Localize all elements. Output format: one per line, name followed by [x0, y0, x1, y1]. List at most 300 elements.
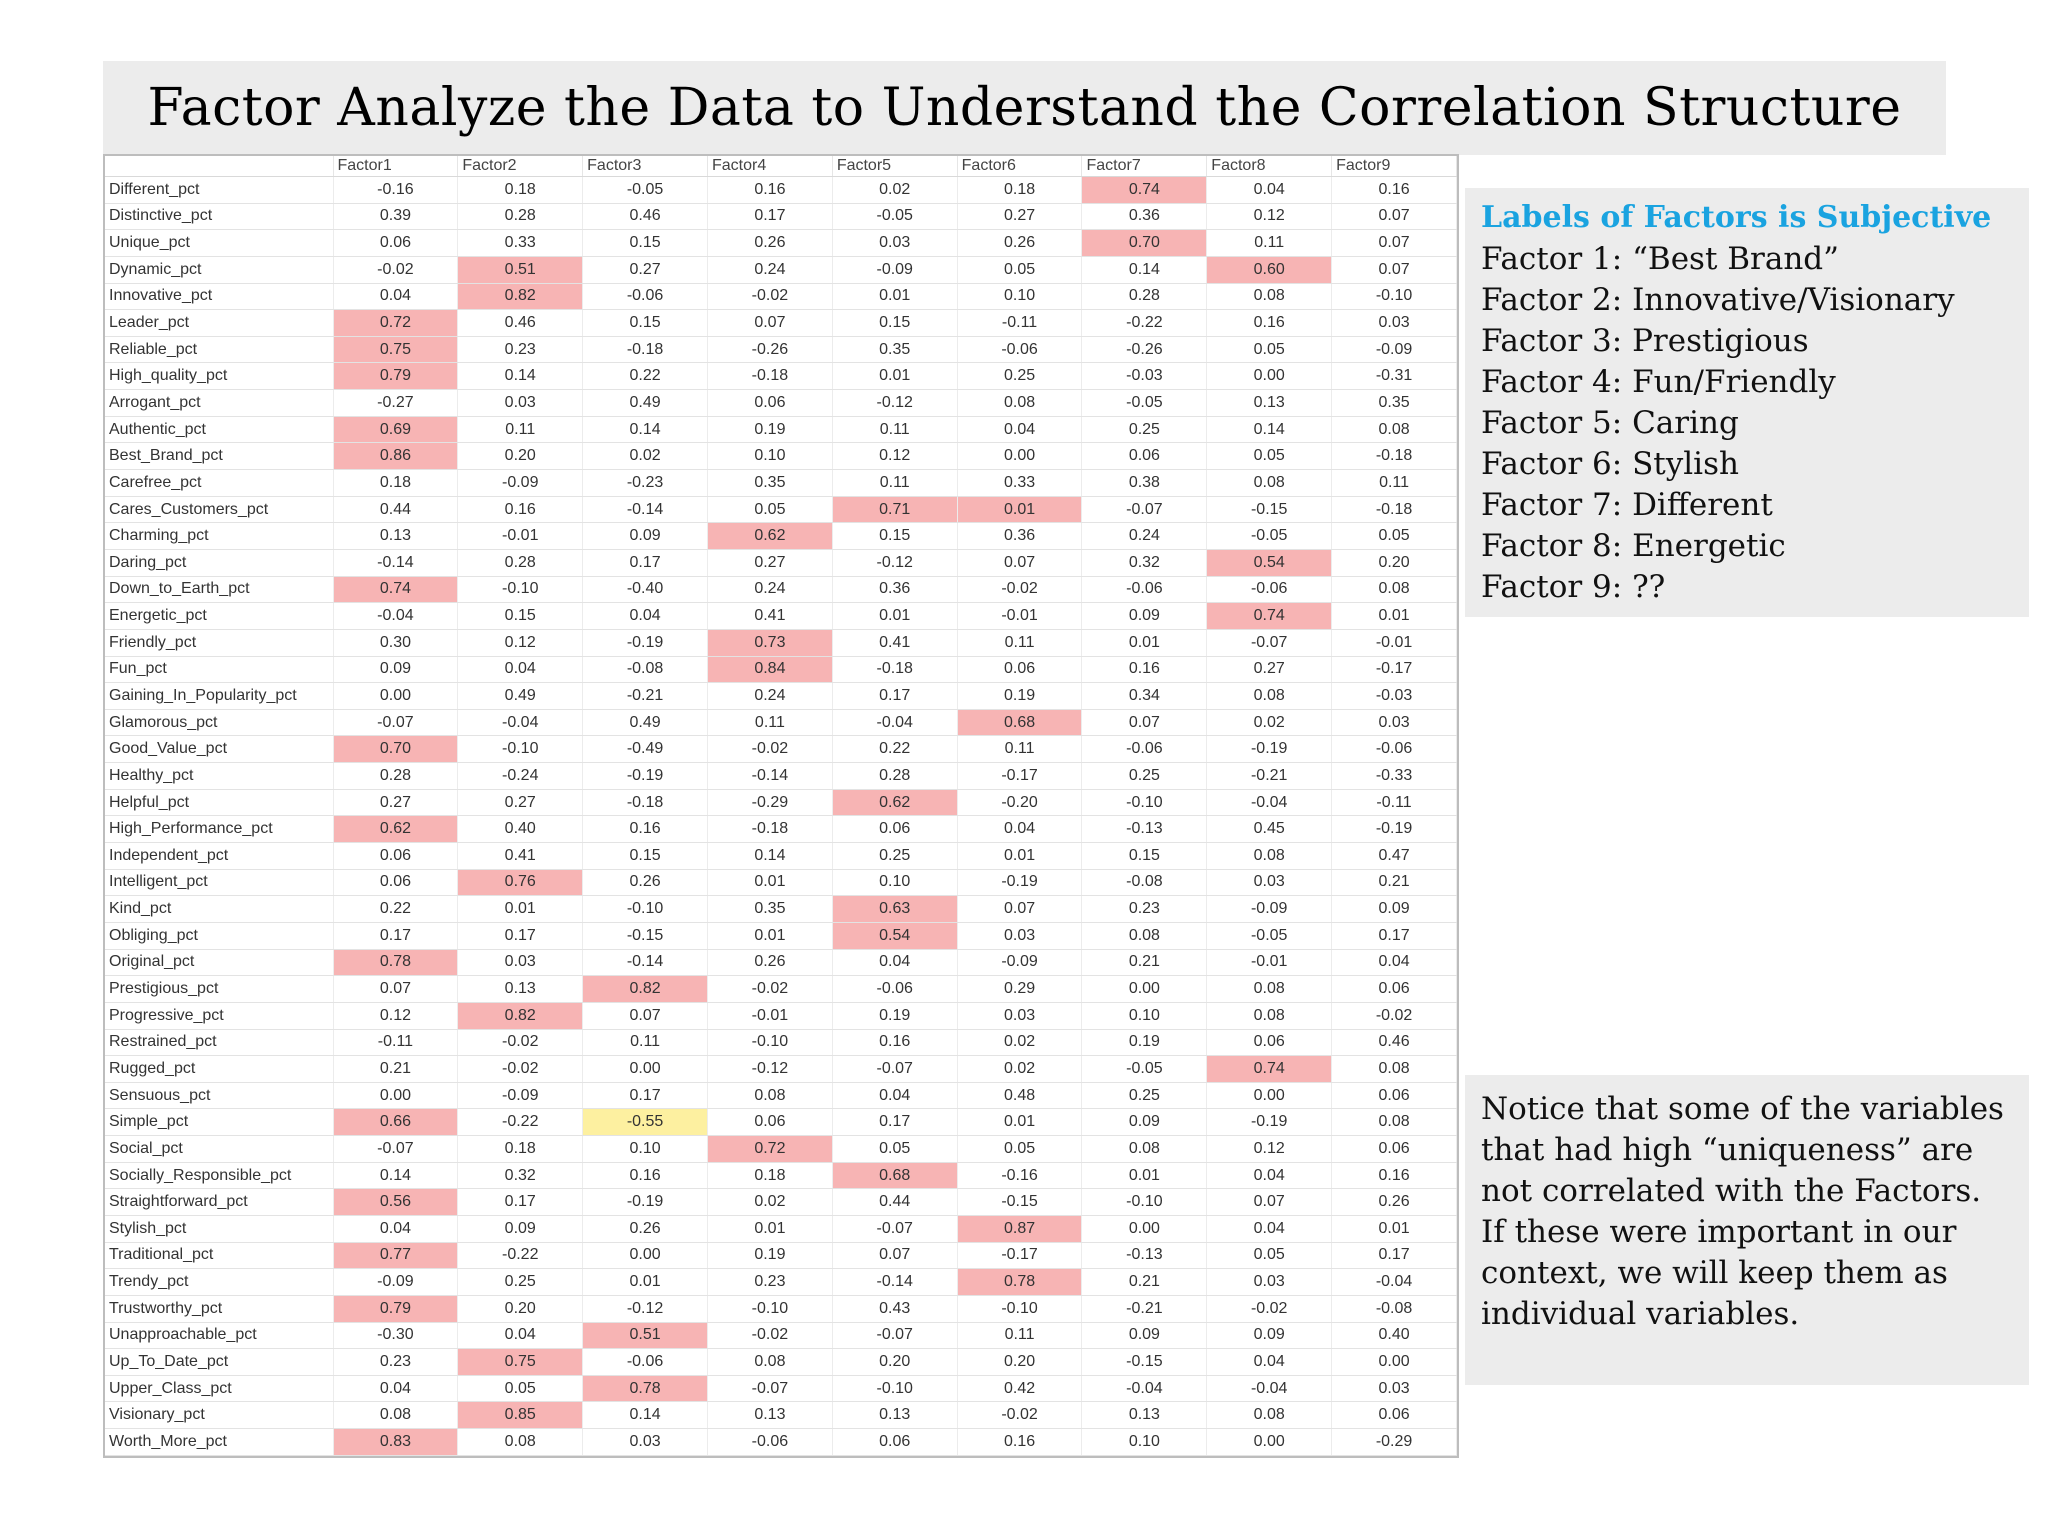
factor-label-line: Factor 1: “Best Brand”	[1481, 241, 1839, 277]
loading-cell: -0.18	[583, 336, 708, 363]
loading-cell: 0.08	[707, 1082, 832, 1109]
table-row	[105, 1429, 1457, 1456]
loading-cell: 0.02	[832, 177, 957, 204]
loading-cell: 0.32	[1082, 549, 1207, 576]
loading-cell: 0.05	[832, 1136, 957, 1163]
loading-cell: 0.01	[707, 1215, 832, 1242]
loading-cell: 0.24	[707, 683, 832, 710]
loading-cell: -0.05	[1082, 1056, 1207, 1083]
loading-cell: 0.62	[832, 789, 957, 816]
loading-cell: 0.21	[1082, 949, 1207, 976]
loading-cell: -0.21	[1082, 1295, 1207, 1322]
loading-cell: 0.79	[333, 1295, 458, 1322]
variable-name-cell: High_quality_pct	[105, 363, 333, 390]
loading-cell: 0.16	[583, 1162, 708, 1189]
loading-cell: 0.00	[957, 443, 1082, 470]
loading-cell: -0.29	[1332, 1429, 1457, 1456]
loading-cell: -0.18	[583, 789, 708, 816]
loading-cell: 0.24	[707, 256, 832, 283]
table-row	[105, 896, 1457, 923]
loading-cell: 0.16	[707, 177, 832, 204]
loading-cell: 0.42	[957, 1375, 1082, 1402]
loading-cell: 0.10	[707, 443, 832, 470]
loading-cell: -0.18	[707, 363, 832, 390]
loading-cell: 0.04	[458, 656, 583, 683]
variable-name-cell: Visionary_pct	[105, 1402, 333, 1429]
loading-cell: -0.10	[458, 576, 583, 603]
loading-cell: -0.05	[583, 177, 708, 204]
loading-cell: -0.07	[832, 1322, 957, 1349]
variable-name-cell: Innovative_pct	[105, 283, 333, 310]
loading-cell: -0.02	[957, 576, 1082, 603]
loading-cell: -0.09	[458, 1082, 583, 1109]
loading-cell: 0.09	[1207, 1322, 1332, 1349]
loading-cell: 0.03	[1332, 709, 1457, 736]
loading-cell: 0.21	[1082, 1269, 1207, 1296]
loading-cell: -0.06	[583, 1349, 708, 1376]
loading-cell: 0.27	[458, 789, 583, 816]
loading-cell: 0.84	[707, 656, 832, 683]
loading-cell: 0.09	[1082, 1109, 1207, 1136]
variable-name-cell: Up_To_Date_pct	[105, 1349, 333, 1376]
loading-cell: 0.27	[1207, 656, 1332, 683]
column-header-factor: Factor2	[458, 156, 583, 177]
loading-cell: 0.02	[957, 1056, 1082, 1083]
loading-cell: 0.74	[1082, 177, 1207, 204]
column-header-factor: Factor9	[1332, 156, 1457, 177]
loading-cell: 0.11	[1207, 230, 1332, 257]
loading-cell: -0.10	[707, 1029, 832, 1056]
loading-cell: 0.45	[1207, 816, 1332, 843]
loading-cell: 0.00	[1332, 1349, 1457, 1376]
loading-cell: -0.06	[1332, 736, 1457, 763]
table-row	[105, 976, 1457, 1003]
table-row	[105, 523, 1457, 550]
loading-cell: -0.19	[583, 763, 708, 790]
loading-cell: -0.14	[832, 1269, 957, 1296]
loading-cell: 0.54	[1207, 549, 1332, 576]
table-row	[105, 763, 1457, 790]
variable-name-cell: Restrained_pct	[105, 1029, 333, 1056]
loading-cell: 0.74	[1207, 1056, 1332, 1083]
loading-cell: 0.40	[1332, 1322, 1457, 1349]
factor-label-line: Factor 9: ??	[1481, 569, 1666, 605]
loading-cell: -0.08	[1332, 1295, 1457, 1322]
variable-name-cell: Independent_pct	[105, 843, 333, 870]
loading-cell: 0.01	[957, 496, 1082, 523]
loading-cell: -0.40	[583, 576, 708, 603]
variable-name-cell: Simple_pct	[105, 1109, 333, 1136]
loading-cell: 0.70	[1082, 230, 1207, 257]
loading-cell: 0.18	[707, 1162, 832, 1189]
variable-name-cell: Social_pct	[105, 1136, 333, 1163]
loading-cell: 0.82	[458, 283, 583, 310]
loading-cell: 0.36	[1082, 203, 1207, 230]
loading-cell: 0.86	[333, 443, 458, 470]
loading-cell: 0.08	[1082, 1136, 1207, 1163]
loading-cell: -0.06	[1082, 576, 1207, 603]
loading-cell: -0.05	[1082, 390, 1207, 417]
loading-cell: -0.12	[832, 549, 957, 576]
factor-label-line: Factor 4: Fun/Friendly	[1481, 364, 1836, 400]
loading-cell: 0.83	[333, 1429, 458, 1456]
loading-cell: -0.10	[583, 896, 708, 923]
loading-cell: 0.06	[957, 656, 1082, 683]
loading-cell: 0.20	[458, 443, 583, 470]
loading-cell: 0.09	[1082, 1322, 1207, 1349]
loading-cell: 0.06	[707, 1109, 832, 1136]
loading-cell: -0.11	[957, 310, 1082, 337]
loading-cell: -0.06	[832, 976, 957, 1003]
loading-cell: 0.08	[1332, 576, 1457, 603]
loading-cell: 0.41	[832, 629, 957, 656]
loading-cell: -0.19	[1207, 736, 1332, 763]
loading-cell: 0.19	[707, 1242, 832, 1269]
loading-cell: -0.02	[333, 256, 458, 283]
loading-cell: 0.26	[957, 230, 1082, 257]
table-row	[105, 1162, 1457, 1189]
loading-cell: 0.08	[1207, 283, 1332, 310]
loading-cell: 0.25	[1082, 763, 1207, 790]
loading-cell: 0.07	[957, 896, 1082, 923]
loading-cell: -0.07	[832, 1215, 957, 1242]
loading-cell: 0.02	[957, 1029, 1082, 1056]
variable-name-cell: Down_to_Earth_pct	[105, 576, 333, 603]
variable-name-cell: Rugged_pct	[105, 1056, 333, 1083]
loading-cell: 0.51	[583, 1322, 708, 1349]
loading-cell: 0.26	[707, 230, 832, 257]
loading-cell: 0.56	[333, 1189, 458, 1216]
loading-cell: 0.08	[333, 1402, 458, 1429]
loading-cell: -0.18	[832, 656, 957, 683]
loading-cell: 0.01	[1332, 603, 1457, 630]
loading-cell: 0.10	[1082, 1429, 1207, 1456]
loading-cell: 0.75	[333, 336, 458, 363]
loading-cell: 0.51	[458, 256, 583, 283]
loading-cell: 0.10	[957, 283, 1082, 310]
loading-cell: -0.02	[707, 1322, 832, 1349]
loading-cell: -0.15	[1207, 496, 1332, 523]
loading-cell: 0.34	[1082, 683, 1207, 710]
loading-cell: 0.17	[1332, 1242, 1457, 1269]
loading-cell: 0.04	[1207, 177, 1332, 204]
variable-name-cell: Unique_pct	[105, 230, 333, 257]
loading-cell: 0.49	[583, 709, 708, 736]
loading-cell: -0.05	[1207, 922, 1332, 949]
loading-cell: 0.06	[333, 230, 458, 257]
table-row	[105, 603, 1457, 630]
loading-cell: 0.78	[583, 1375, 708, 1402]
loading-cell: 0.19	[707, 416, 832, 443]
loading-cell: 0.11	[957, 1322, 1082, 1349]
variable-name-cell: Reliable_pct	[105, 336, 333, 363]
loading-cell: -0.14	[583, 496, 708, 523]
loading-cell: 0.00	[1082, 1215, 1207, 1242]
loading-cell: -0.04	[333, 603, 458, 630]
table-row	[105, 496, 1457, 523]
loading-cell: 0.16	[458, 496, 583, 523]
loading-cell: -0.14	[707, 763, 832, 790]
loading-cell: 0.04	[957, 816, 1082, 843]
loading-cell: 0.44	[832, 1189, 957, 1216]
loading-cell: 0.78	[957, 1269, 1082, 1296]
loading-cell: 0.70	[333, 736, 458, 763]
table-row	[105, 203, 1457, 230]
loading-cell: 0.01	[583, 1269, 708, 1296]
loading-cell: -0.07	[333, 709, 458, 736]
loading-cell: 0.11	[957, 736, 1082, 763]
table-row	[105, 949, 1457, 976]
loading-cell: 0.06	[1332, 1136, 1457, 1163]
table-row	[105, 1375, 1457, 1402]
loading-cell: 0.87	[957, 1215, 1082, 1242]
loading-cell: -0.10	[1082, 789, 1207, 816]
loading-cell: 0.79	[333, 363, 458, 390]
loading-cell: 0.16	[1332, 1162, 1457, 1189]
column-header-factor: Factor6	[957, 156, 1082, 177]
loading-cell: -0.05	[1207, 523, 1332, 550]
loading-cell: -0.19	[1332, 816, 1457, 843]
factor-label-line: Factor 6: Stylish	[1481, 446, 1739, 482]
loading-cell: -0.12	[832, 390, 957, 417]
loading-cell: 0.41	[458, 843, 583, 870]
table-row	[105, 576, 1457, 603]
loading-cell: 0.85	[458, 1402, 583, 1429]
loading-cell: 0.71	[832, 496, 957, 523]
loading-cell: -0.07	[707, 1375, 832, 1402]
loading-cell: 0.14	[1082, 256, 1207, 283]
table-row	[105, 709, 1457, 736]
loading-cell: 0.32	[458, 1162, 583, 1189]
loading-cell: -0.22	[458, 1109, 583, 1136]
loading-cell: 0.27	[583, 256, 708, 283]
loading-cell: 0.09	[583, 523, 708, 550]
factor-loadings-table-container	[103, 154, 1459, 1458]
loading-cell: 0.02	[1207, 709, 1332, 736]
uniqueness-note-text: Notice that some of the variables that had high “uniqueness” are not correlated with the Factors. If these were important in our context, we will keep them as individual variables.	[1481, 1091, 2004, 1332]
column-header-factor: Factor8	[1207, 156, 1332, 177]
loading-cell: 0.08	[1332, 1056, 1457, 1083]
loading-cell: 0.08	[1082, 922, 1207, 949]
loading-cell: 0.17	[832, 683, 957, 710]
loading-cell: -0.01	[458, 523, 583, 550]
loading-cell: 0.03	[1207, 1269, 1332, 1296]
loading-cell: 0.35	[832, 336, 957, 363]
table-row	[105, 1295, 1457, 1322]
loading-cell: -0.09	[333, 1269, 458, 1296]
loading-cell: 0.46	[1332, 1029, 1457, 1056]
variable-name-cell: Traditional_pct	[105, 1242, 333, 1269]
variable-name-cell: Leader_pct	[105, 310, 333, 337]
loading-cell: 0.16	[1207, 310, 1332, 337]
loading-cell: 0.43	[832, 1295, 957, 1322]
variable-name-cell: Energetic_pct	[105, 603, 333, 630]
loading-cell: 0.09	[333, 656, 458, 683]
loading-cell: 0.16	[1332, 177, 1457, 204]
loading-cell: 0.38	[1082, 470, 1207, 497]
loading-cell: 0.54	[832, 922, 957, 949]
loading-cell: 0.33	[957, 470, 1082, 497]
loading-cell: 0.06	[1082, 443, 1207, 470]
loading-cell: 0.33	[458, 230, 583, 257]
table-row	[105, 922, 1457, 949]
loading-cell: 0.13	[458, 976, 583, 1003]
loading-cell: 0.01	[1332, 1215, 1457, 1242]
loading-cell: 0.25	[832, 843, 957, 870]
loading-cell: 0.18	[458, 1136, 583, 1163]
variable-name-cell: Distinctive_pct	[105, 203, 333, 230]
loading-cell: 0.00	[583, 1242, 708, 1269]
loading-cell: 0.01	[832, 363, 957, 390]
variable-name-cell: Daring_pct	[105, 549, 333, 576]
variable-name-cell: Intelligent_pct	[105, 869, 333, 896]
loading-cell: 0.82	[458, 1002, 583, 1029]
loading-cell: -0.09	[832, 256, 957, 283]
loading-cell: 0.19	[1082, 1029, 1207, 1056]
table-row	[105, 1136, 1457, 1163]
loading-cell: -0.01	[1332, 629, 1457, 656]
loading-cell: 0.22	[583, 363, 708, 390]
loading-cell: 0.07	[1082, 709, 1207, 736]
loading-cell: 0.16	[583, 816, 708, 843]
loading-cell: -0.24	[458, 763, 583, 790]
variable-name-cell: Upper_Class_pct	[105, 1375, 333, 1402]
loading-cell: 0.01	[832, 283, 957, 310]
variable-name-cell: Sensuous_pct	[105, 1082, 333, 1109]
loading-cell: -0.55	[583, 1109, 708, 1136]
loading-cell: 0.08	[458, 1429, 583, 1456]
loading-cell: -0.09	[458, 470, 583, 497]
loading-cell: -0.06	[957, 336, 1082, 363]
loading-cell: -0.14	[583, 949, 708, 976]
loading-cell: 0.35	[1332, 390, 1457, 417]
loading-cell: -0.10	[1332, 283, 1457, 310]
loading-cell: -0.19	[957, 869, 1082, 896]
loading-cell: 0.07	[707, 310, 832, 337]
column-header-factor: Factor7	[1082, 156, 1207, 177]
table-header-row	[105, 156, 1457, 177]
loading-cell: 0.23	[707, 1269, 832, 1296]
loading-cell: -0.06	[1207, 576, 1332, 603]
loading-cell: 0.14	[458, 363, 583, 390]
loading-cell: 0.05	[957, 256, 1082, 283]
loading-cell: 0.17	[1332, 922, 1457, 949]
table-row	[105, 1215, 1457, 1242]
loading-cell: 0.04	[1207, 1162, 1332, 1189]
loading-cell: -0.49	[583, 736, 708, 763]
loading-cell: 0.60	[1207, 256, 1332, 283]
factor-label-line: Factor 8: Energetic	[1481, 528, 1786, 564]
loading-cell: -0.27	[333, 390, 458, 417]
loading-cell: 0.05	[1332, 523, 1457, 550]
factor-labels-heading: Labels of Factors is Subjective	[1481, 200, 1992, 235]
factor-loadings-table	[105, 156, 1457, 1456]
loading-cell: -0.02	[957, 1402, 1082, 1429]
table-row	[105, 416, 1457, 443]
variable-name-cell: Trustworthy_pct	[105, 1295, 333, 1322]
loading-cell: 0.01	[707, 869, 832, 896]
loading-cell: 0.13	[707, 1402, 832, 1429]
table-row	[105, 843, 1457, 870]
factor-label-line: Factor 2: Innovative/Visionary	[1481, 282, 1955, 318]
loading-cell: 0.08	[1207, 1002, 1332, 1029]
loading-cell: 0.04	[832, 1082, 957, 1109]
variable-name-cell: Unapproachable_pct	[105, 1322, 333, 1349]
loading-cell: 0.03	[458, 390, 583, 417]
table-row	[105, 256, 1457, 283]
table-row	[105, 656, 1457, 683]
loading-cell: 0.68	[832, 1162, 957, 1189]
loading-cell: 0.69	[333, 416, 458, 443]
loading-cell: 0.16	[832, 1029, 957, 1056]
table-row	[105, 283, 1457, 310]
loading-cell: -0.03	[1082, 363, 1207, 390]
table-row	[105, 1056, 1457, 1083]
loading-cell: -0.17	[957, 763, 1082, 790]
loading-cell: -0.22	[1082, 310, 1207, 337]
loading-cell: 0.08	[1207, 1402, 1332, 1429]
loading-cell: -0.10	[832, 1375, 957, 1402]
loading-cell: 0.01	[832, 603, 957, 630]
loading-cell: -0.08	[583, 656, 708, 683]
table-row	[105, 1029, 1457, 1056]
table-row	[105, 443, 1457, 470]
loading-cell: 0.25	[1082, 1082, 1207, 1109]
table-row	[105, 1269, 1457, 1296]
loading-cell: -0.07	[333, 1136, 458, 1163]
loading-cell: 0.06	[1207, 1029, 1332, 1056]
table-row	[105, 177, 1457, 204]
loading-cell: 0.28	[832, 763, 957, 790]
loading-cell: 0.01	[458, 896, 583, 923]
loading-cell: 0.04	[583, 603, 708, 630]
loading-cell: -0.31	[1332, 363, 1457, 390]
loading-cell: 0.00	[1082, 976, 1207, 1003]
column-header-factor: Factor4	[707, 156, 832, 177]
loading-cell: 0.27	[707, 549, 832, 576]
loading-cell: -0.06	[707, 1429, 832, 1456]
loading-cell: 0.15	[1082, 843, 1207, 870]
variable-name-cell: Socially_Responsible_pct	[105, 1162, 333, 1189]
loading-cell: -0.04	[458, 709, 583, 736]
loading-cell: -0.01	[957, 603, 1082, 630]
loading-cell: -0.01	[707, 1002, 832, 1029]
loading-cell: 0.00	[1207, 1082, 1332, 1109]
loading-cell: -0.06	[583, 283, 708, 310]
loading-cell: 0.06	[333, 869, 458, 896]
loading-cell: 0.68	[957, 709, 1082, 736]
variable-name-cell: Stylish_pct	[105, 1215, 333, 1242]
loading-cell: -0.15	[1082, 1349, 1207, 1376]
loading-cell: 0.06	[1332, 1082, 1457, 1109]
loading-cell: 0.44	[333, 496, 458, 523]
loading-cell: 0.10	[583, 1136, 708, 1163]
loading-cell: 0.17	[458, 1189, 583, 1216]
loading-cell: 0.00	[1207, 363, 1332, 390]
loading-cell: 0.10	[1082, 1002, 1207, 1029]
variable-name-cell: Progressive_pct	[105, 1002, 333, 1029]
variable-name-cell: Charming_pct	[105, 523, 333, 550]
variable-name-cell: Straightforward_pct	[105, 1189, 333, 1216]
loading-cell: -0.12	[583, 1295, 708, 1322]
loading-cell: 0.18	[333, 470, 458, 497]
loading-cell: 0.46	[458, 310, 583, 337]
loading-cell: 0.06	[1332, 1402, 1457, 1429]
loading-cell: 0.03	[458, 949, 583, 976]
loading-cell: 0.26	[1332, 1189, 1457, 1216]
loading-cell: 0.12	[1207, 203, 1332, 230]
loading-cell: 0.07	[333, 976, 458, 1003]
